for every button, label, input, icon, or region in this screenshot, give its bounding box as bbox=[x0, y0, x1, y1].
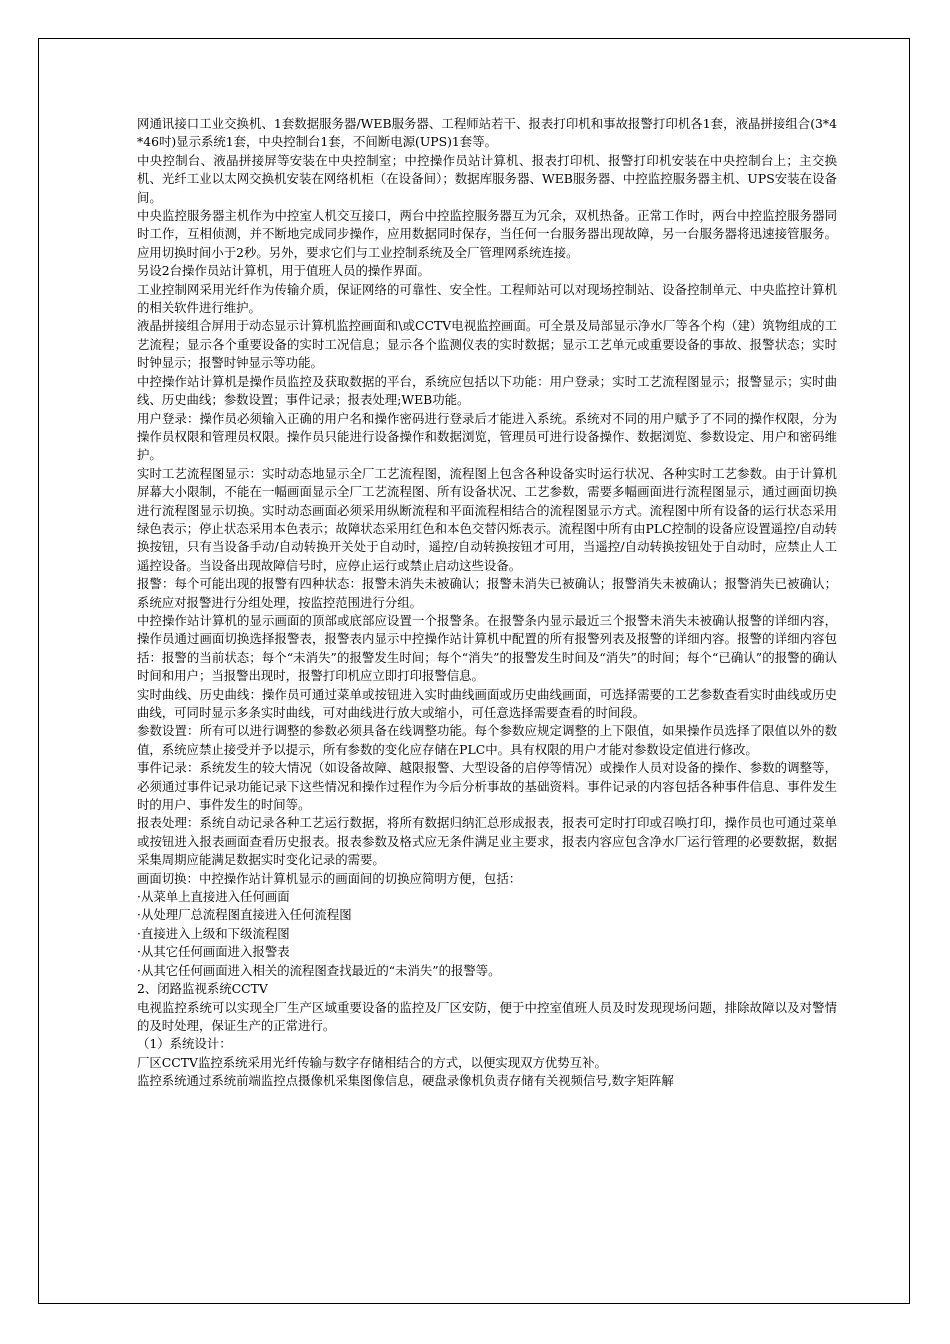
paragraph: 中控操作站计算机是操作员监控及获取数据的平台，系统应包括以下功能：用户登录；实时工艺流程图显示；报警显示；实时曲线、历史曲线；参数设置；事件记录；报表处理;WEB功能。 bbox=[137, 373, 837, 408]
list-item: ·从其它任何画面进入相关的流程图查找最近的“未消失”的报警等。 bbox=[137, 962, 501, 978]
paragraph: 中控操作站计算机的显示画面的顶部或底部应设置一个报警条。在报警条内显示最近三个报警未消失未被确认报警的详细内容，操作员通过画面切换选择报警表，报警表内显示中控操作站计算机中配置的所有报警列表及报警的详细内容。报警的详细内容包括：报警的当前状态；每个“未消失”的报警发生时间；每个“消失”的报警发生时间及“消失”的时间；每个“已确认”的报警的确认时间和用户；当报警出现时，报警打印机应立即打印报警信息。 bbox=[137, 612, 837, 684]
paragraph: 厂区CCTV监控系统采用光纤传输与数字存储相结合的方式，以便实现双方优势互补。 bbox=[137, 1054, 607, 1070]
list-item: ·直接进入上级和下级流程图 bbox=[137, 925, 290, 941]
paragraph: 报表处理：系统自动记录各种工艺运行数据，将所有数据归纳汇总形成报表，报表可定时打印或召唤打印，操作员也可通过菜单或按钮进入报表画面查看历史报表。报表参数及格式应无条件满足业主要求，报表内容应包含净水厂运行管理的必要数据，数据采集周期应能满足数据实时变化记录的需要。 bbox=[137, 815, 837, 868]
paragraph: 监控系统通过系统前端监控点摄像机采集图像信息，硬盘录像机负责存储有关视频信号,数字矩阵解 bbox=[137, 1073, 674, 1089]
paragraph: 另设2台操作员站计算机，用于值班人员的操作界面。 bbox=[137, 263, 430, 279]
document-body bbox=[137, 115, 837, 1091]
paragraph: 实时曲线、历史曲线：操作员可通过菜单或按钮进入实时曲线画面或历史曲线画面，可选择需要的工艺参数查看实时曲线或历史曲线，可同时显示多条实时曲线，可对曲线进行放大或缩小，可任意选择需要查看的时间段。 bbox=[137, 686, 837, 720]
paragraph: 事件记录：系统发生的较大情况（如设备故障、越限报警、大型设备的启停等情况）或操作人员对设备的操作、参数的调整等，必须通过事件记录功能记录下这些情况和操作过程作为今后分析事故的基础资料。事件记录的内容包括各种事件信息、事件发生时的用户、事件发生的时间等。 bbox=[137, 760, 837, 813]
paragraph: 用户登录：操作员必须输入正确的用户名和操作密码进行登录后才能进入系统。系统对不同的用户赋予了不同的操作权限，分为操作员权限和管理员权限。操作员只能进行设备操作和数据浏览，管理员可进行设备操作、数据浏览、参数设定、用户和密码维护。 bbox=[137, 410, 837, 463]
section-heading: 2、闭路监视系统CCTV bbox=[137, 981, 268, 997]
paragraph: 参数设置：所有可以进行调整的参数必须具备在线调整功能。每个参数应规定调整的上下限值，如果操作员选择了限值以外的数值，系统应禁止接受并予以提示，所有参数的变化应存储在PLC中。具有权限的用户才能对参数设定值进行修改。 bbox=[137, 723, 837, 757]
paragraph: 液晶拼接组合屏用于动态显示计算机监控画面和\或CCTV电视监控画面。可全景及局部显示净水厂等各个构（建）筑物组成的工艺流程；显示各个重要设备的实时工况信息；显示各个监测仪表的实时数据；显示工艺单元或重要设备的事故、报警状态；实时时钟显示；报警时钟显示等功能。 bbox=[137, 318, 837, 371]
paragraph: 电视监控系统可以实现全厂生产区域重要设备的监控及厂区安防，便于中控室值班人员及时发现现场问题，排除故障以及对警情的及时处理，保证生产的正常进行。 bbox=[137, 999, 837, 1033]
subsection-heading: （1）系统设计： bbox=[137, 1036, 232, 1052]
paragraph: 中央监控服务器主机作为中控室人机交互接口，两台中控监控服务器互为冗余，双机热备。正常工作时，两台中控监控服务器同时工作，互相侦测，并不断地完成同步操作，应用数据同时保存，当任何一台服务器出现故障，另一台服务器将迅速接管服务。应用切换时间小于2秒。另外，要求它们与工业控制系统及全厂管理网系统连接。 bbox=[137, 208, 837, 260]
list-item: ·从菜单上直接进入任何画面 bbox=[137, 889, 290, 905]
paragraph: 画面切换：中控操作站计算机显示的画面间的切换应简明方便，包括： bbox=[137, 870, 522, 886]
paragraph: 中央控制台、液晶拼接屏等安装在中央控制室；中控操作员站计算机、报表打印机、报警打印机安装在中央控制台上；主交换机、光纤工业以太网交换机安装在网络机柜（在设备间）；数据库服务器、WEB服务器、中控监控服务器主机、UPS安装在设备间。 bbox=[137, 152, 837, 205]
paragraph: 网通讯接口工业交换机、1套数据服务器/WEB服务器、工程师站若干、报表打印机和事故报警打印机各1套，液晶拼接组合(3*4*46吋)显示系统1套，中央控制台1套，不间断电源(UPS)1套等。 bbox=[137, 116, 837, 150]
list-item: ·从处理厂总流程图直接进入任何流程图 bbox=[137, 907, 352, 923]
paragraph: 报警：每个可能出现的报警有四种状态：报警未消失未被确认；报警未消失已被确认；报警消失未被确认；报警消失已被确认；系统应对报警进行分组处理，按监控范围进行分组。 bbox=[137, 576, 837, 610]
paragraph: 实时工艺流程图显示：实时动态地显示全厂工艺流程图，流程图上包含各种设备实时运行状况、各种实时工艺参数。由于计算机屏幕大小限制，不能在一幅画面显示全厂工艺流程图、所有设备状况、工艺参数，需要多幅画面进行流程图显示，通过画面切换进行流程图显示切换。实时动态画面必须采用纵断流程和平面流程相结合的流程图显示方式。流程图中所有设备的运行状态采用绿色表示；停止状态采用本色表示；故障状态采用红色和本色交替闪烁表示。流程图中所有由PLC控制的设备应设置遥控/自动转换按钮，只有当设备手动/自动转换开关处于自动时，遥控/自动转换按钮才可用，当遥控/自动转换按钮处于自动时，应禁止人工遥控设备。当设备出现故障信号时，应停止运行或禁止启动这些设备。 bbox=[137, 465, 837, 573]
paragraph: 工业控制网采用光纤作为传输介质，保证网络的可靠性、安全性。工程师站可以对现场控制站、设备控制单元、中央监控计算机的相关软件进行维护。 bbox=[137, 281, 837, 316]
list-item: ·从其它任何画面进入报警表 bbox=[137, 944, 290, 960]
